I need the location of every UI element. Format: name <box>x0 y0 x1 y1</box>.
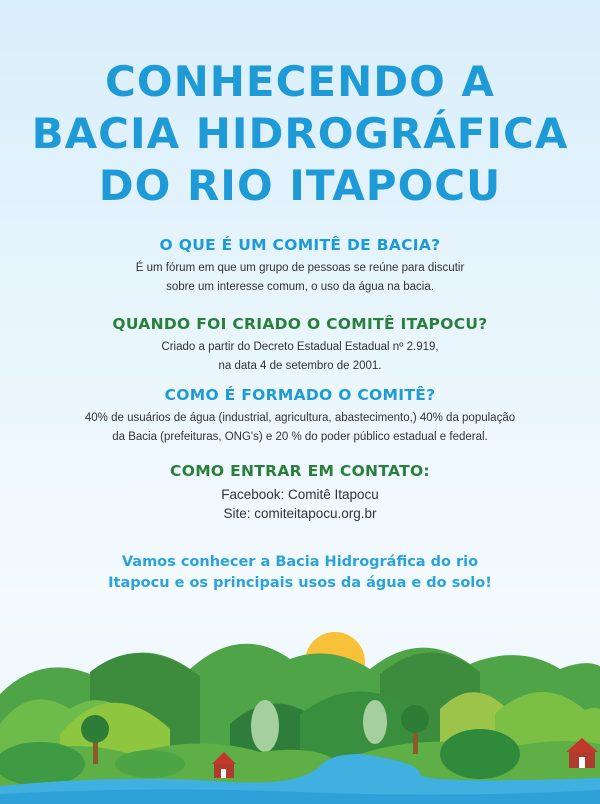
bush <box>115 750 185 778</box>
contact-facebook[interactable]: Facebook: Comitê Itapocu <box>221 487 379 502</box>
title-line-1: CONHECENDO A <box>105 57 495 106</box>
question-when-created: QUANDO FOI CRIADO O COMITÊ ITAPOCU? <box>112 315 488 333</box>
contact-site[interactable]: Site: comiteitapocu.org.br <box>223 506 377 521</box>
answer-line-2: na data 4 de setembro de 2001. <box>218 360 382 372</box>
cta-line-1: Vamos conhecer a Bacia Hidrográfica do rio <box>121 554 479 570</box>
page-title <box>0 56 600 212</box>
answer-line-2: da Bacia (prefeituras, ONG's) e 20 % do poder público estadual e federal. <box>112 431 488 443</box>
section-what-is-committee <box>0 236 600 297</box>
question-what-is-committee: O QUE É UM COMITÊ DE BACIA? <box>159 236 441 254</box>
answer-line-1: Criado a partir do Decreto Estadual Estadual nº 2.919, <box>161 341 439 353</box>
answer-line-2: sobre um interesse comum, o uso da água na bacia. <box>166 281 434 293</box>
question-how-formed: COMO É FORMADO O COMITÊ? <box>164 386 436 404</box>
bush <box>440 729 520 779</box>
answer-line-1: É um fórum em que um grupo de pessoas se reúne para discutir <box>135 262 465 274</box>
title-line-2: BACIA HIDROGRÁFICA <box>31 109 569 158</box>
landscape-illustration <box>0 614 600 804</box>
question-contact: COMO ENTRAR EM CONTATO: <box>170 462 430 480</box>
section-contact <box>0 462 600 523</box>
tree-icon <box>363 700 387 744</box>
cta-line-2: Itapocu e os principais usos da água e do solo! <box>108 575 492 591</box>
section-how-formed <box>0 386 600 447</box>
section-when-created <box>0 315 600 376</box>
title-line-3: DO RIO ITAPOCU <box>98 161 502 210</box>
tree-icon <box>401 705 429 733</box>
tree-icon <box>251 700 279 752</box>
tree-icon <box>81 715 109 743</box>
call-to-action <box>0 552 600 594</box>
answer-line-1: 40% de usuários de água (industrial, agricultura, abastecimento,) 40% da população <box>84 412 516 424</box>
